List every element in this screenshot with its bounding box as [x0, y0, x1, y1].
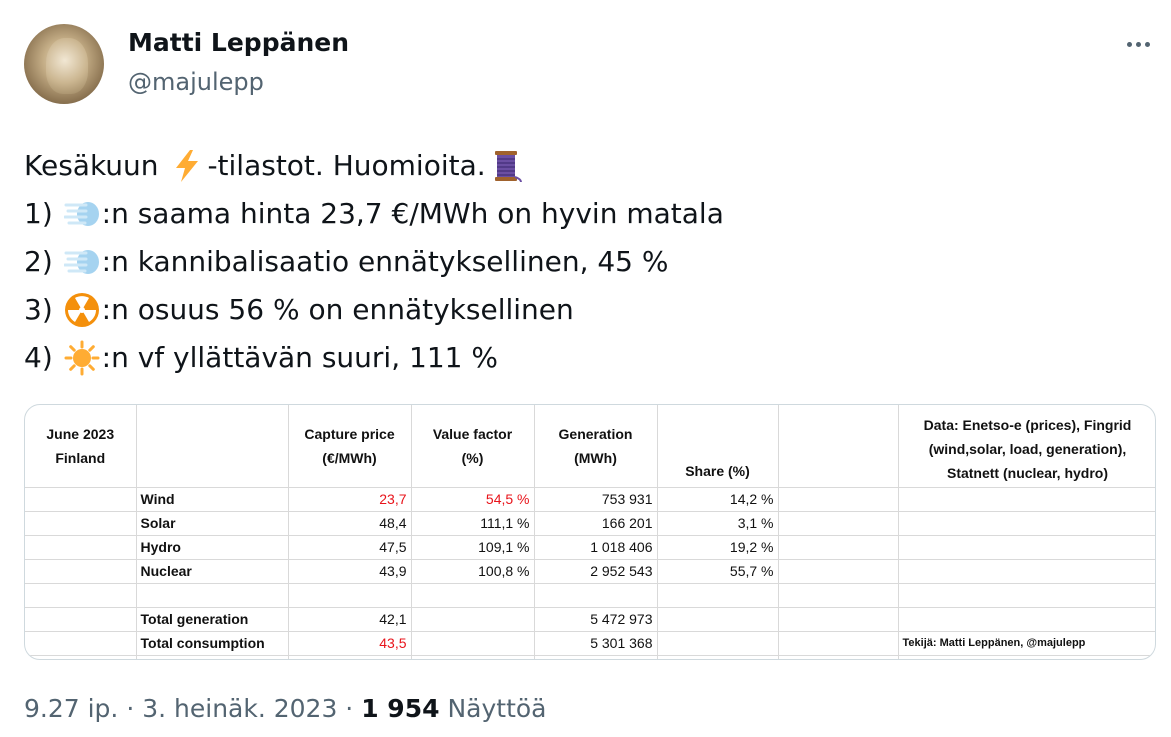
- table-row: [25, 487, 1156, 511]
- generation-cell: 753 931: [534, 487, 657, 511]
- row-label: Nuclear: [136, 559, 288, 583]
- value-factor-cell: 100,8 %: [411, 559, 534, 583]
- generation-cell: 5 472 973: [534, 607, 657, 631]
- value-factor-cell: 54,5 %: [411, 487, 534, 511]
- generation-cell: 5 301 368: [534, 631, 657, 655]
- row-label: Total generation: [136, 607, 288, 631]
- table-header-row: [25, 405, 1156, 487]
- more-options-button[interactable]: [1118, 28, 1158, 60]
- lightning-icon: [169, 148, 205, 184]
- share-cell: 3,1 %: [657, 511, 778, 535]
- capture-price-cell: 47,5: [288, 535, 411, 559]
- capture-price-cell: 43,9: [288, 559, 411, 583]
- table-header-cell: Capture price (€/MWh): [288, 405, 411, 487]
- capture-price-cell: 23,7: [288, 487, 411, 511]
- tweet-line-text: :n kannibalisaatio ennätyksellinen, 45 %: [101, 245, 669, 278]
- tweet-media-image[interactable]: [24, 404, 1156, 660]
- table-row: [25, 559, 1156, 583]
- tweet-line-text: 2): [24, 245, 62, 278]
- tweet-line-text: -tilastot. Huomioita.: [207, 149, 486, 182]
- share-cell: 14,2 %: [657, 487, 778, 511]
- table-row-total: [25, 631, 1156, 655]
- view-count: 1 954: [361, 694, 440, 723]
- table-row-total: [25, 607, 1156, 631]
- wind-icon: [64, 244, 100, 280]
- author-avatar[interactable]: [24, 24, 104, 104]
- tweet-line-2: [24, 238, 1144, 286]
- tweet-line-text: 1): [24, 197, 62, 230]
- generation-cell: 2 952 543: [534, 559, 657, 583]
- table-header-cell: Value factor (%): [411, 405, 534, 487]
- wind-icon: [64, 196, 100, 232]
- tweet-line-text: :n osuus 56 % on ennätyksellinen: [101, 293, 574, 326]
- tweet-line-4: [24, 334, 1144, 382]
- tweet-meta: [24, 694, 547, 723]
- row-label: Solar: [136, 511, 288, 535]
- generation-cell: 166 201: [534, 511, 657, 535]
- table-header-cell: [778, 405, 898, 487]
- tweet-line-3: [24, 286, 1144, 334]
- row-label: Hydro: [136, 535, 288, 559]
- thread-spool-icon: [488, 148, 524, 184]
- table-row-empty: [25, 655, 1156, 660]
- row-label: Wind: [136, 487, 288, 511]
- tweet-line-text: 4): [24, 341, 62, 374]
- table-header-cell: June 2023 Finland: [25, 405, 136, 487]
- more-icon: [1127, 42, 1150, 47]
- tweet-text: [24, 142, 1144, 382]
- table-header-cell: Generation (MWh): [534, 405, 657, 487]
- avatar-photo: [46, 38, 88, 94]
- tweet-time[interactable]: 9.27 ip.: [24, 694, 119, 723]
- credit-text: Tekijä: Matti Leppänen, @majulepp: [898, 631, 1156, 655]
- tweet-line-text: :n vf yllättävän suuri, 111 %: [101, 341, 498, 374]
- value-factor-cell: 109,1 %: [411, 535, 534, 559]
- radioactive-icon: [64, 292, 100, 328]
- tweet-line-text: 3): [24, 293, 62, 326]
- capture-price-cell: 43,5: [288, 631, 411, 655]
- capture-price-cell: 42,1: [288, 607, 411, 631]
- table-header-cell: [136, 405, 288, 487]
- table-row: [25, 535, 1156, 559]
- share-cell: 19,2 %: [657, 535, 778, 559]
- author-name[interactable]: Matti Leppänen: [128, 28, 350, 57]
- table-header-cell: Data: Enetso-e (prices), Fingrid (wind,solar, load, generation), Statnett (nuclear, hydro): [898, 405, 1156, 487]
- value-factor-cell: 111,1 %: [411, 511, 534, 535]
- table-header-cell: Share (%): [657, 405, 778, 487]
- sun-icon: [64, 340, 100, 376]
- share-cell: 55,7 %: [657, 559, 778, 583]
- author-handle[interactable]: @majulepp: [128, 68, 264, 96]
- data-table: [25, 405, 1156, 660]
- tweet-line-1: [24, 190, 1144, 238]
- tweet-line-text: :n saama hinta 23,7 €/MWh on hyvin matala: [101, 197, 724, 230]
- table-row-empty: [25, 583, 1156, 607]
- capture-price-cell: 48,4: [288, 511, 411, 535]
- views-label: Näyttöä: [447, 694, 547, 723]
- table-row: [25, 511, 1156, 535]
- meta-separator: ·: [118, 694, 143, 723]
- row-label: Total consumption: [136, 631, 288, 655]
- generation-cell: 1 018 406: [534, 535, 657, 559]
- tweet-line-0: [24, 142, 1144, 190]
- tweet-date[interactable]: 3. heinäk. 2023: [142, 694, 338, 723]
- tweet-line-text: Kesäkuun: [24, 149, 168, 182]
- meta-separator: ·: [337, 694, 362, 723]
